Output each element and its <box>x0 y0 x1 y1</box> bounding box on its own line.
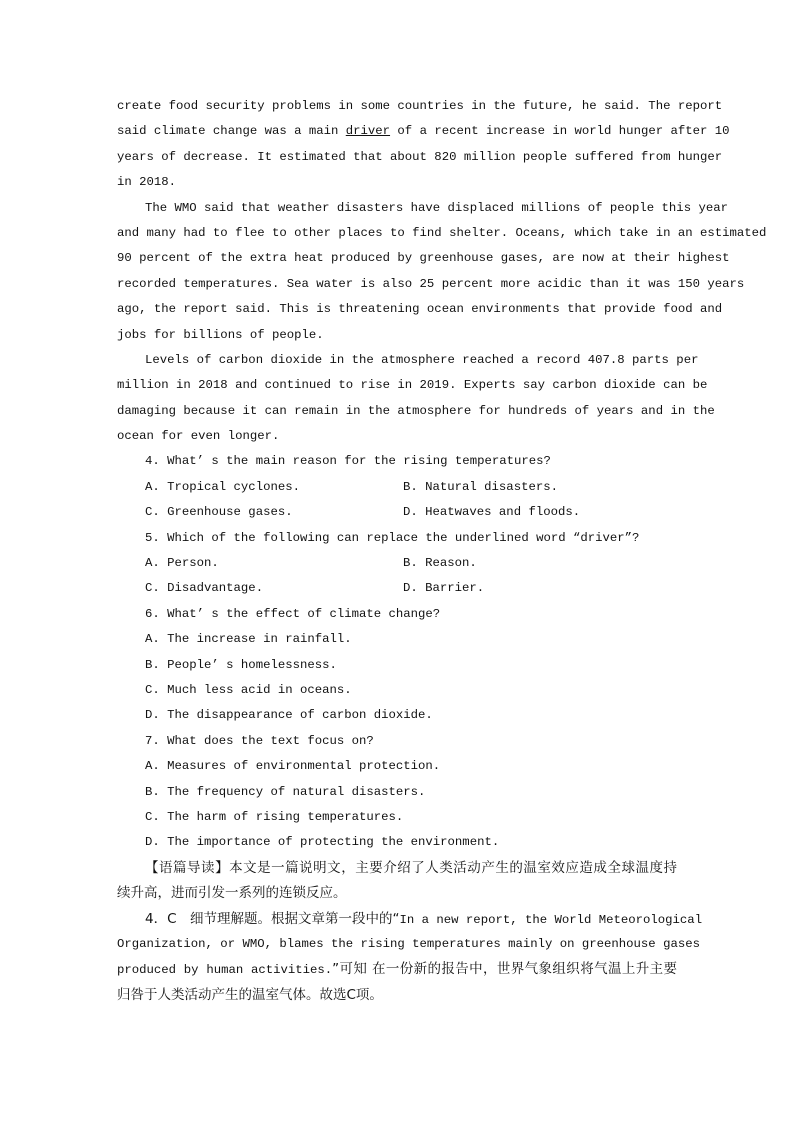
text-span: ”可知 在一份新的报告中，世界气象组织将气温上升主要 <box>332 961 677 978</box>
option-b: B. Reason. <box>403 556 477 571</box>
question-stem: 6. What’ s the effect of climate change? <box>145 606 441 621</box>
option-b: B. The frequency of natural disasters. <box>145 784 426 799</box>
text-line: in 2018. <box>117 175 177 190</box>
text-line: Organization, or WMO, blames the rising temperatures mainly on greenhouse gases <box>117 936 700 951</box>
option-b: B. People’ s homelessness. <box>145 657 337 672</box>
paragraph-3 <box>117 348 715 450</box>
option-a: A. Measures of environmental protection. <box>145 759 441 774</box>
text-line: ocean for even longer. <box>117 429 280 444</box>
text-line: damaging because it can remain in the atmosphere for hundreds of years and in the <box>117 403 715 418</box>
option-d: D. The disappearance of carbon dioxide. <box>145 708 433 723</box>
text-line <box>117 957 677 982</box>
option-c: C. Disadvantage. <box>145 581 264 596</box>
paragraph-2 <box>117 196 767 348</box>
question-4 <box>117 449 677 525</box>
text-line: million in 2018 and continued to rise in 2019. Experts say carbon dioxide can be <box>117 378 708 393</box>
option-row <box>117 576 677 601</box>
paragraph-1 <box>117 94 730 196</box>
text-span: 4．C 细节理解题。根据文章第一段中的“ <box>145 910 400 927</box>
question-stem: 4. What’ s the main reason for the rising temperatures? <box>145 454 551 469</box>
text-line: recorded temperatures. Sea water is also 25 percent more acidic than it was 150 years <box>117 276 745 291</box>
question-5 <box>117 526 677 602</box>
underlined-word: driver <box>345 124 391 139</box>
text-line: 90 percent of the extra heat produced by greenhouse gases, are now at their highest <box>117 251 730 266</box>
text-span: of a recent increase in world hunger after 10 <box>390 124 730 139</box>
question-7 <box>117 729 677 856</box>
option-d: D. Barrier. <box>403 581 485 596</box>
text-line: 【语篇导读】本文是一篇说明文，主要介绍了人类活动产生的温室效应造成全球温度持 <box>145 859 677 876</box>
option-a: A. Tropical cyclones. <box>145 479 300 494</box>
option-row <box>117 500 677 525</box>
option-c: C. Greenhouse gases. <box>145 505 293 520</box>
text-line: years of decrease. It estimated that about 820 million people suffered from hunger <box>117 149 723 164</box>
document-page <box>117 94 767 1008</box>
option-b: B. Natural disasters. <box>403 479 558 494</box>
reading-guide <box>117 856 677 907</box>
answer-explanation <box>117 907 703 1009</box>
option-row <box>117 475 677 500</box>
text-line <box>117 119 730 144</box>
option-d: D. The importance of protecting the environment. <box>145 835 500 850</box>
text-line: Levels of carbon dioxide in the atmosphere reached a record 407.8 parts per <box>145 352 699 367</box>
question-stem: 5. Which of the following can replace the underlined word “driver”? <box>145 530 640 545</box>
option-a: A. Person. <box>145 556 219 571</box>
option-c: C. The harm of rising temperatures. <box>145 810 404 824</box>
question-6 <box>117 602 677 729</box>
text-line: 续升高，进而引发一系列的连锁反应。 <box>117 885 347 902</box>
option-c: C. Much less acid in oceans. <box>145 683 352 698</box>
option-row <box>117 551 677 576</box>
text-line: The WMO said that weather disasters have displaced millions of people this year <box>145 200 728 215</box>
question-stem: 7. What does the text focus on? <box>145 733 374 748</box>
text-line <box>117 907 703 932</box>
text-line: and many had to flee to other places to find shelter. Oceans, which take in an estimated <box>117 225 767 240</box>
text-line: 归咎于人类活动产生的温室气体。故选C项。 <box>117 986 383 1003</box>
text-line: create food security problems in some countries in the future, he said. The report <box>117 99 723 113</box>
text-span: In a new report, the World Meteorological <box>399 912 703 927</box>
option-a: A. The increase in rainfall. <box>145 632 352 647</box>
text-line: ago, the report said. This is threatening ocean environments that provide food and <box>117 302 723 317</box>
option-d: D. Heatwaves and floods. <box>403 505 581 520</box>
text-span: said climate change was a main <box>117 124 346 139</box>
text-line: jobs for billions of people. <box>117 327 324 342</box>
text-span: produced by human activities. <box>117 963 333 978</box>
